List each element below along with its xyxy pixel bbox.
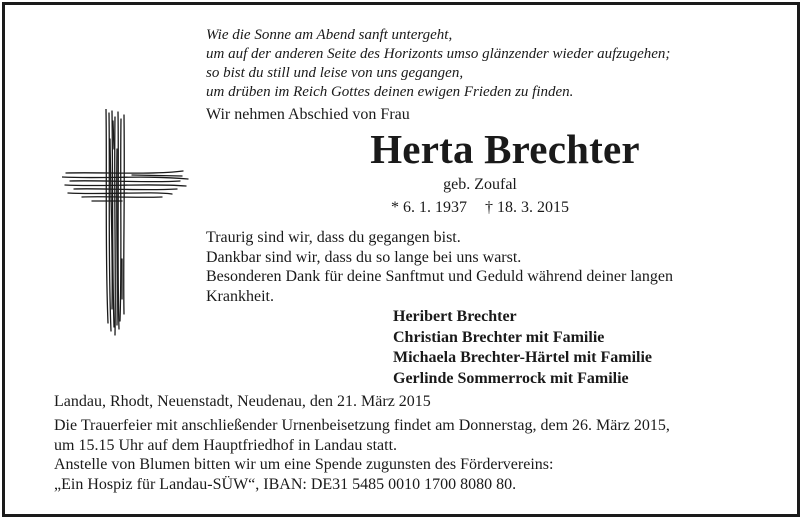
mourners-list	[393, 307, 652, 389]
birth-date: * 6. 1. 1937	[391, 199, 467, 216]
deceased-name: Herta Brechter	[370, 126, 640, 172]
poem-line: Wie die Sonne am Abend sanft untergeht,	[206, 27, 453, 43]
message-line: Traurig sind wir, dass du gegangen bist.	[206, 229, 461, 246]
cross-icon	[62, 109, 192, 339]
poem-line: so bist du still und leise von uns gegangen,	[206, 65, 464, 81]
death-date: † 18. 3. 2015	[485, 199, 569, 216]
maiden-name: geb. Zoufal	[443, 176, 517, 193]
poem-line: um auf der anderen Seite des Horizonts umso glänzender wieder aufzugehen;	[206, 46, 671, 62]
obituary-notice	[2, 2, 800, 517]
poem	[206, 26, 796, 102]
mourning-message	[206, 228, 766, 306]
footer-line: Die Trauerfeier mit anschließender Urnenbeisetzung findet am Donnerstag, dem 26. März 2015,	[54, 417, 670, 434]
mourner-name: Gerlinde Sommerrock mit Familie	[393, 369, 629, 387]
footer-line: um 15.15 Uhr auf dem Hauptfriedhof in Landau statt.	[54, 436, 398, 454]
message-line: Besonderen Dank für deine Sanftmut und Geduld während deiner langen	[206, 268, 673, 285]
footer-line: „Ein Hospiz für Landau-SÜW“, IBAN: DE31 5485 0010 1700 8080 80.	[54, 475, 517, 493]
message-line: Krankheit.	[206, 287, 274, 305]
poem-line: um drüben im Reich Gottes deinen ewigen Frieden zu finden.	[206, 84, 574, 100]
place-and-date: Landau, Rhodt, Neuenstadt, Neudenau, den 21. März 2015	[54, 393, 431, 410]
mourner-name: Heribert Brechter	[393, 308, 517, 325]
message-line: Dankbar sind wir, dass du so lange bei uns warst.	[206, 248, 522, 266]
funeral-information	[54, 416, 754, 494]
life-dates	[205, 198, 755, 218]
mourner-name: Michaela Brechter-Härtel mit Familie	[393, 349, 653, 366]
intro-text: Wir nehmen Abschied von Frau	[206, 106, 410, 123]
mourner-name: Christian Brechter mit Familie	[393, 328, 605, 346]
footer-line: Anstelle von Blumen bitten wir um eine Spende zugunsten des Fördervereins:	[54, 456, 554, 473]
